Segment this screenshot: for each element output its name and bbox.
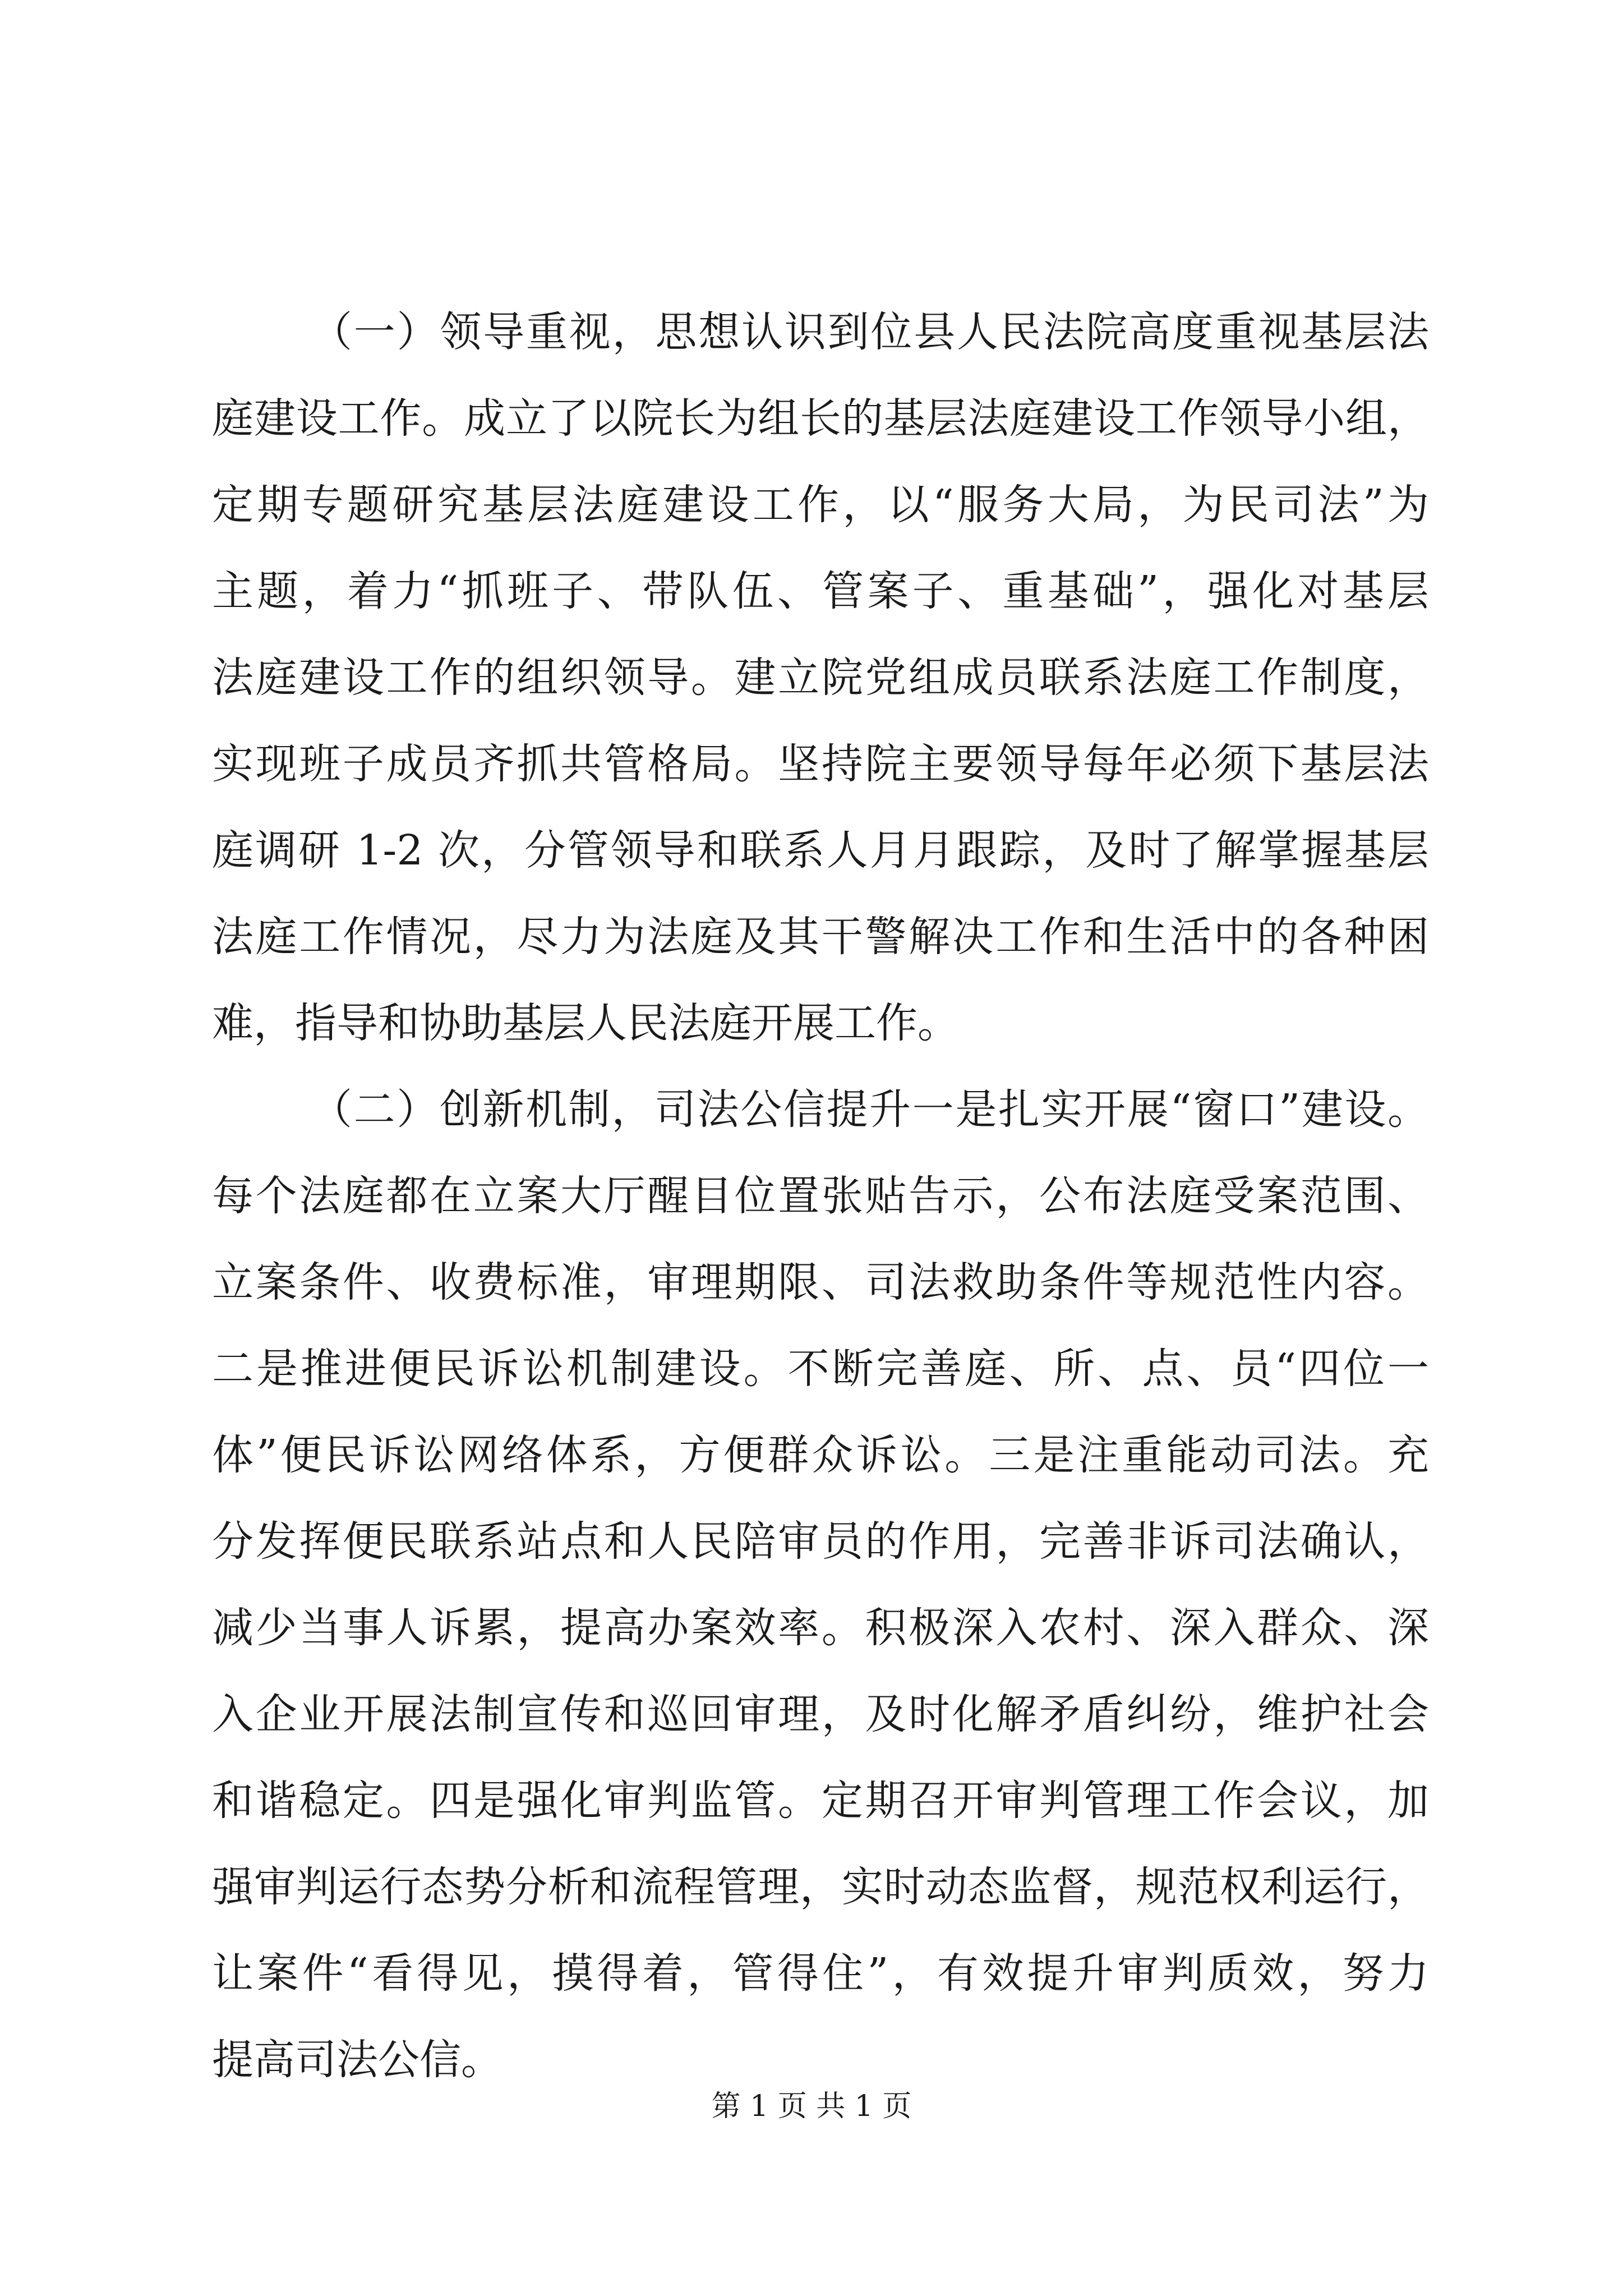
paragraph-line: （二）创新机制，司法公信提升一是扎实开展“窗口”建设。 [311,1085,1429,1134]
paragraph-line: 实现班子成员齐抓共管格局。坚持院主要领导每年必须下基层法 [212,740,1429,788]
page-footer: 第 1 页 共 1 页 [711,2090,912,2123]
paragraph-line: 分发挥便民联系站点和人民陪审员的作用，完善非诉司法确认， [212,1517,1429,1566]
paragraph-mechanism [212,1066,1429,2103]
paragraph-line: 减少当事人诉累，提高办案效率。积极深入农村、深入群众、深 [212,1604,1429,1652]
paragraph-line: 和谐稳定。四是强化审判监管。定期召开审判管理工作会议，加 [212,1777,1429,1825]
paragraph-line: 提高司法公信。 [212,2036,502,2084]
paragraph-line: 法庭建设工作的组织领导。建立院党组成员联系法庭工作制度， [212,654,1429,702]
paragraph-leadership [212,289,1429,1066]
paragraph-line: 难，指导和协助基层人民法庭开展工作。 [212,999,959,1047]
paragraph-line: 定期专题研究基层法庭建设工作，以“服务大局，为民司法”为 [212,481,1429,529]
paragraph-line: 庭建设工作。成立了以院长为组长的基层法庭建设工作领导小组， [212,394,1429,443]
paragraph-line: 主题，着力“抓班子、带队伍、管案子、重基础”，强化对基层 [212,567,1429,615]
document-body [212,289,1429,2103]
paragraph-line: 每个法庭都在立案大厅醒目位置张贴告示，公布法庭受案范围、 [212,1172,1429,1220]
paragraph-line: （一）领导重视，思想认识到位县人民法院高度重视基层法 [311,308,1429,356]
paragraph-line: 二是推进便民诉讼机制建设。不断完善庭、所、点、员“四位一 [212,1345,1429,1393]
paragraph-line: 强审判运行态势分析和流程管理，实时动态监督，规范权利运行， [212,1863,1429,1911]
paragraph-line: 入企业开展法制宣传和巡回审理，及时化解矛盾纠纷，维护社会 [212,1690,1429,1738]
paragraph-line: 法庭工作情况，尽力为法庭及其干警解决工作和生活中的各种困 [212,913,1429,961]
paragraph-line: 体”便民诉讼网络体系，方便群众诉讼。三是注重能动司法。充 [212,1431,1429,1479]
paragraph-line: 让案件“看得见，摸得着，管得住”，有效提升审判质效，努力 [212,1949,1429,1998]
paragraph-line: 立案条件、收费标准，审理期限、司法救助条件等规范性内容。 [212,1258,1429,1306]
paragraph-line: 庭调研 1-2 次，分管领导和联系人月月跟踪，及时了解掌握基层 [212,826,1429,875]
